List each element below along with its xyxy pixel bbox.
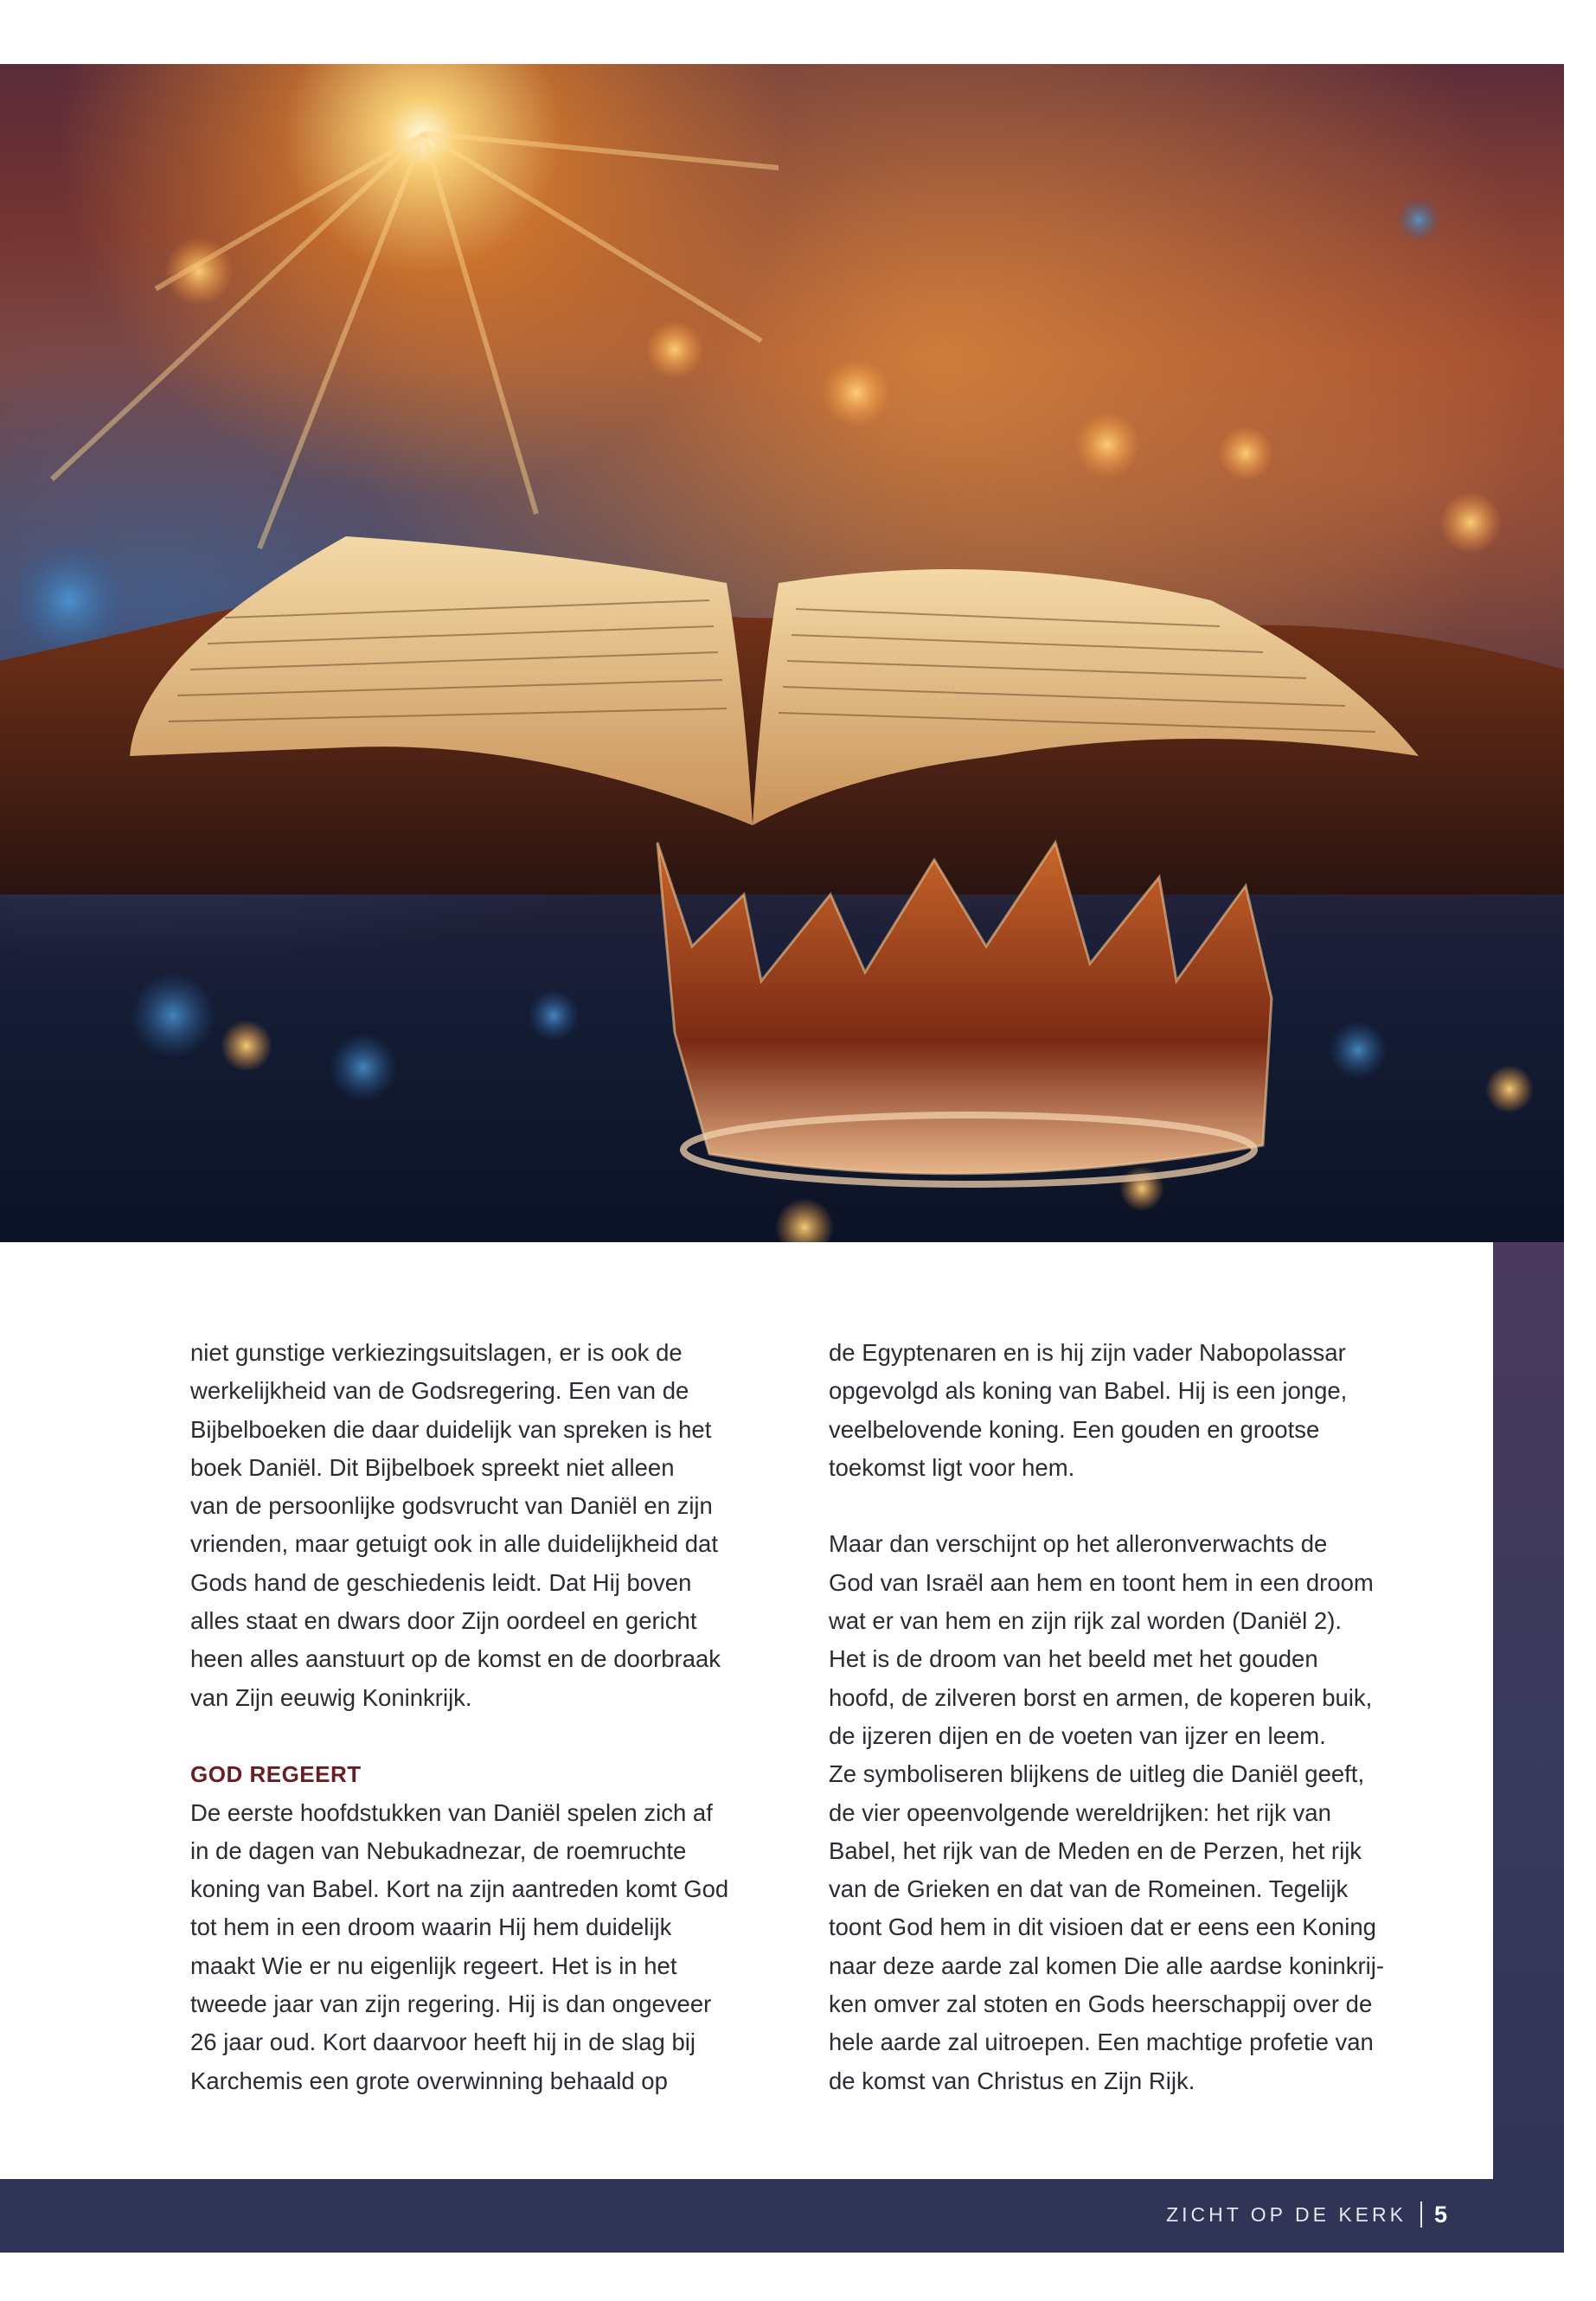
text-line: tot hem in een droom waarin Hij hem duidelijk xyxy=(190,1913,672,1941)
footer-separator xyxy=(1420,2202,1422,2227)
text-line: Ze symboliseren blijkens de uitleg die Daniël geeft, xyxy=(829,1760,1365,1788)
text-line: Maar dan verschijnt op het alleronverwachts de xyxy=(829,1530,1328,1558)
text-line: van de Grieken en dat van de Romeinen. Tegelijk xyxy=(829,1875,1349,1903)
text-line: Het is de droom van het beeld met het gouden xyxy=(829,1645,1318,1673)
text-line: Gods hand de geschiedenis leidt. Dat Hij boven xyxy=(190,1568,692,1596)
text-line: Babel, het rijk van de Meden en de Perzen, het rijk xyxy=(829,1836,1362,1864)
paragraph-intro xyxy=(190,1334,779,1717)
paragraph-droom xyxy=(829,1525,1417,2099)
text-line: 26 jaar oud. Kort daarvoor heeft hij in de slag bij xyxy=(190,2029,695,2056)
text-line: hele aarde zal uitroepen. Een machtige profetie van xyxy=(829,2029,1374,2056)
text-line: Bijbelboeken die daar duidelijk van spreken is het xyxy=(190,1415,712,1443)
hero-image xyxy=(0,64,1564,1242)
text-line: van Zijn eeuwig Koninkrijk. xyxy=(190,1683,472,1711)
side-color-band xyxy=(1493,1242,1564,2179)
paragraph-gap xyxy=(829,1487,1417,1525)
text-line: hoofd, de zilveren borst en armen, de koperen buik, xyxy=(829,1683,1373,1711)
text-line: toekomst ligt voor hem. xyxy=(829,1453,1075,1481)
text-line: boek Daniël. Dit Bijbelboek spreekt niet alleen xyxy=(190,1453,675,1481)
text-line: opgevolgd als koning van Babel. Hij is een jonge, xyxy=(829,1377,1348,1405)
text-line: alles staat en dwars door Zijn oordeel en gericht xyxy=(190,1607,697,1635)
text-line: veelbelovende koning. Een gouden en grootse xyxy=(829,1415,1320,1443)
magazine-title: ZICHT OP DE KERK xyxy=(1166,2202,1407,2226)
article-column-right xyxy=(829,1334,1417,2100)
bible-crown-illustration xyxy=(0,64,1564,1242)
text-line: in de dagen van Nebukadnezar, de roemruchte xyxy=(190,1836,687,1864)
text-line: Karchemis een grote overwinning behaald op xyxy=(190,2067,668,2094)
text-line: ken omver zal stoten en Gods heerschappij over de xyxy=(829,1990,1373,2018)
text-line: wat er van hem en zijn rijk zal worden (Daniël 2). xyxy=(829,1607,1343,1635)
text-line: koning van Babel. Kort na zijn aantreden komt God xyxy=(190,1875,729,1903)
article-column-left xyxy=(190,1334,779,2100)
page-footer xyxy=(1166,2197,1447,2232)
text-line: De eerste hoofdstukken van Daniël spelen zich af xyxy=(190,1798,713,1826)
text-line: tweede jaar van zijn regering. Hij is dan ongeveer xyxy=(190,1990,712,2018)
text-line: niet gunstige verkiezingsuitslagen, er is ook de xyxy=(190,1339,683,1366)
text-line: vrienden, maar getuigt ook in alle duidelijkheid dat xyxy=(190,1530,718,1558)
page-number: 5 xyxy=(1433,2201,1447,2227)
paragraph-gap xyxy=(190,1717,779,1755)
text-line: werkelijkheid van de Godsregering. Een van de xyxy=(190,1377,689,1405)
text-line: heen alles aanstuurt op de komst en de doorbraak xyxy=(190,1645,721,1673)
paragraph-god-regeert xyxy=(190,1794,779,2100)
text-line: de Egyptenaren en is hij zijn vader Nabopolassar xyxy=(829,1339,1346,1366)
text-line: naar deze aarde zal komen Die alle aardse koninkrij- xyxy=(829,1952,1385,1979)
text-line: God van Israël aan hem en toont hem in een droom xyxy=(829,1568,1374,1596)
text-line: de ijzeren dijen en de voeten van ijzer en leem. xyxy=(829,1721,1326,1749)
text-line: toont God hem in dit visioen dat er eens een Koning xyxy=(829,1913,1376,1941)
section-heading: GOD REGEERT xyxy=(190,1761,362,1788)
text-line: de vier opeenvolgende wereldrijken: het rijk van xyxy=(829,1798,1331,1826)
text-line: de komst van Christus en Zijn Rijk. xyxy=(829,2067,1195,2094)
text-line: van de persoonlijke godsvrucht van Daniël en zijn xyxy=(190,1492,713,1520)
paragraph-continuation xyxy=(829,1334,1417,1487)
text-line: maakt Wie er nu eigenlijk regeert. Het is in het xyxy=(190,1952,677,1979)
